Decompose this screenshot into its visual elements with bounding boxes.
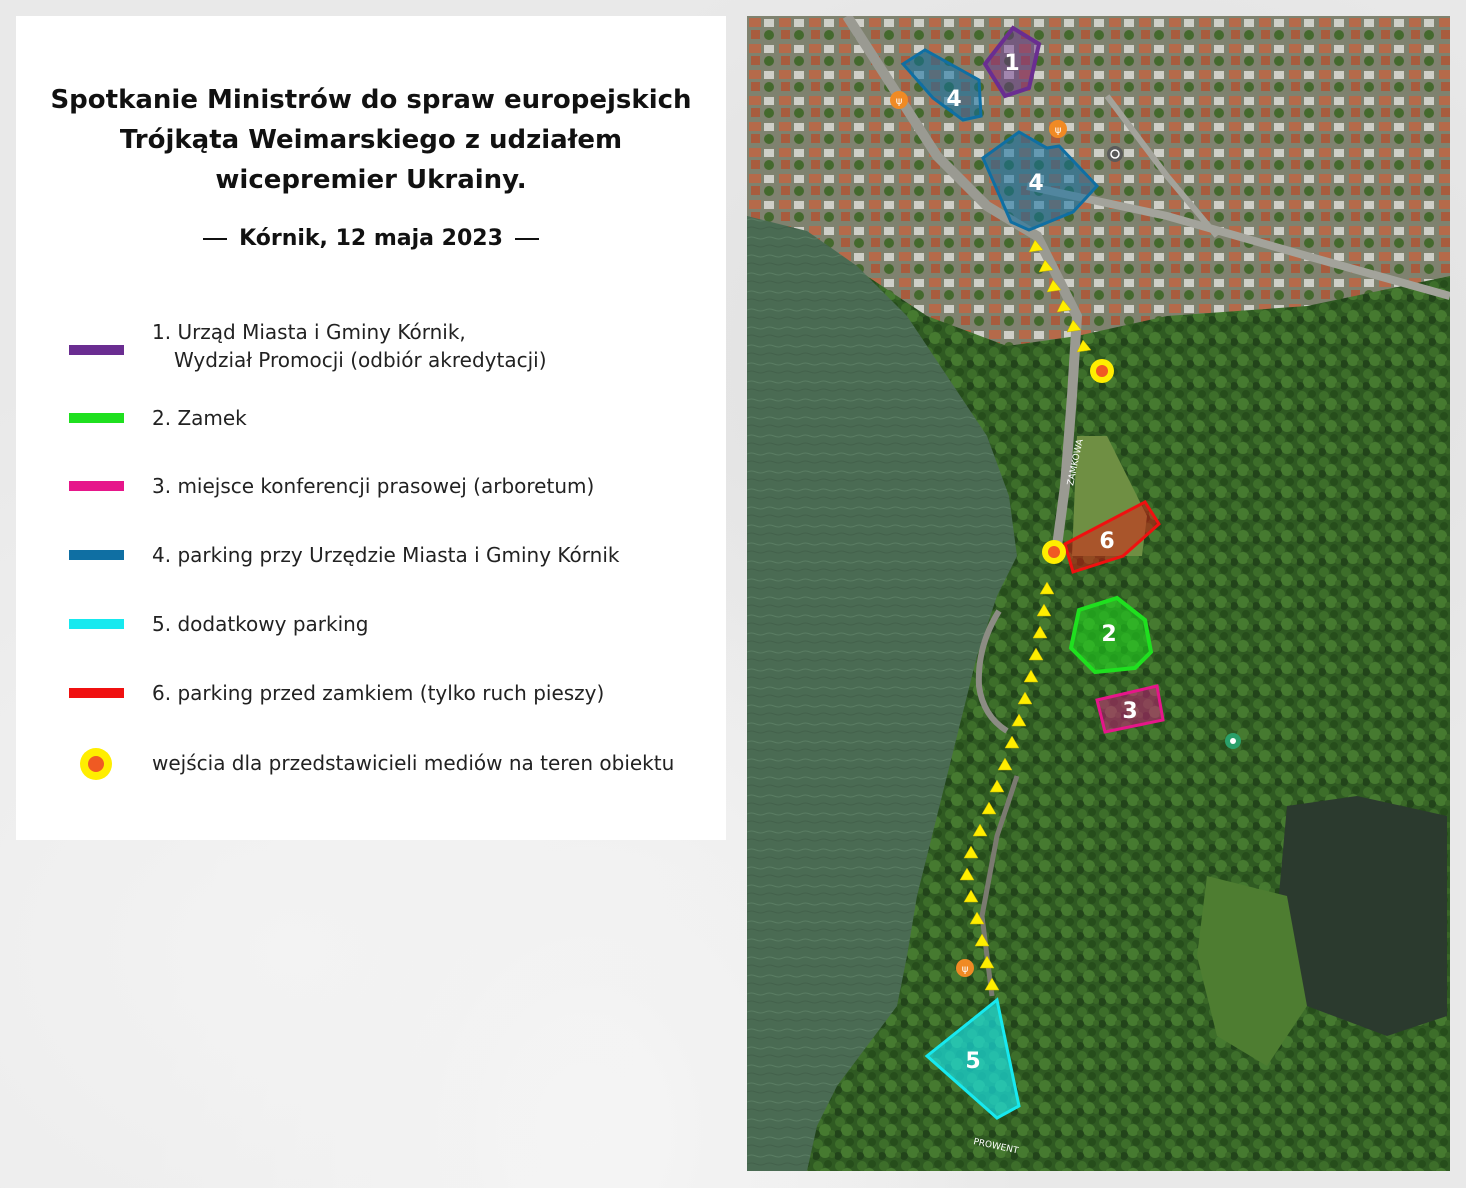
legend-swatch-purple bbox=[69, 345, 124, 355]
title-line-3: wicepremier Ukrainy. bbox=[215, 165, 527, 195]
legend-label-castle-parking: 6. parking przed zamkiem (tylko ruch pieszy) bbox=[152, 681, 605, 705]
aerial-map[interactable] bbox=[747, 16, 1450, 1171]
media-entrance-icon bbox=[80, 748, 112, 780]
svg-text:ψ: ψ bbox=[961, 964, 969, 975]
park-landmark-icon bbox=[1225, 733, 1241, 749]
svg-text:ψ: ψ bbox=[1054, 125, 1062, 136]
legend-panel bbox=[16, 16, 726, 840]
media-entrance-castle[interactable] bbox=[1042, 540, 1066, 564]
street-label-prowent: PROWENT bbox=[972, 1137, 1020, 1157]
subtitle-text: Kórnik, 12 maja 2023 bbox=[239, 226, 503, 251]
event-subtitle bbox=[16, 226, 726, 251]
legend-swatch-red bbox=[69, 688, 124, 698]
zone-5-label: 5 bbox=[965, 1049, 981, 1074]
restaurant-icon bbox=[956, 959, 974, 977]
legend-swatch-green bbox=[69, 413, 124, 423]
dash-right bbox=[515, 238, 539, 240]
title-line-1: Spotkanie Ministrów do spraw europejskich bbox=[50, 85, 692, 115]
legend-label-city-hall: 1. Urząd Miasta i Gminy Kórnik, Wydział Promocji (odbiór akredytacji) bbox=[152, 320, 547, 372]
legend-label-castle: 2. Zamek bbox=[152, 406, 247, 430]
zone-1-label: 1 bbox=[1004, 51, 1020, 76]
legend-swatch-magenta bbox=[69, 481, 124, 491]
map-canvas bbox=[747, 16, 1450, 1171]
zone-4b-label: 4 bbox=[1028, 171, 1044, 196]
media-entrance-north[interactable] bbox=[1090, 359, 1114, 383]
page-title bbox=[16, 80, 726, 200]
zone-2-label: 2 bbox=[1101, 622, 1117, 647]
legend-label-extra-parking: 5. dodatkowy parking bbox=[152, 612, 369, 636]
legend-label-parking-city-hall: 4. parking przy Urzędzie Miasta i Gminy Kórnik bbox=[152, 543, 620, 567]
zone-6-label: 6 bbox=[1099, 529, 1115, 554]
svg-text:ψ: ψ bbox=[895, 96, 903, 107]
legend-swatch-blue bbox=[69, 550, 124, 560]
legend-swatch-cyan bbox=[69, 619, 124, 629]
restaurant-icon bbox=[890, 91, 908, 109]
legend-label-press-conference: 3. miejsce konferencji prasowej (arboretum) bbox=[152, 474, 595, 498]
dash-left bbox=[203, 238, 227, 240]
street-label-zamkowa: ZAMKOWA bbox=[1066, 438, 1086, 487]
restaurant-icon bbox=[1049, 120, 1067, 138]
zone-3-label: 3 bbox=[1122, 699, 1138, 724]
legend-label-media-entrance: wejścia dla przedstawicieli mediów na teren obiektu bbox=[152, 751, 675, 775]
title-line-2: Trójkąta Weimarskiego z udziałem bbox=[119, 125, 623, 155]
zone-4a-label: 4 bbox=[946, 87, 962, 112]
church-icon bbox=[1107, 146, 1123, 162]
